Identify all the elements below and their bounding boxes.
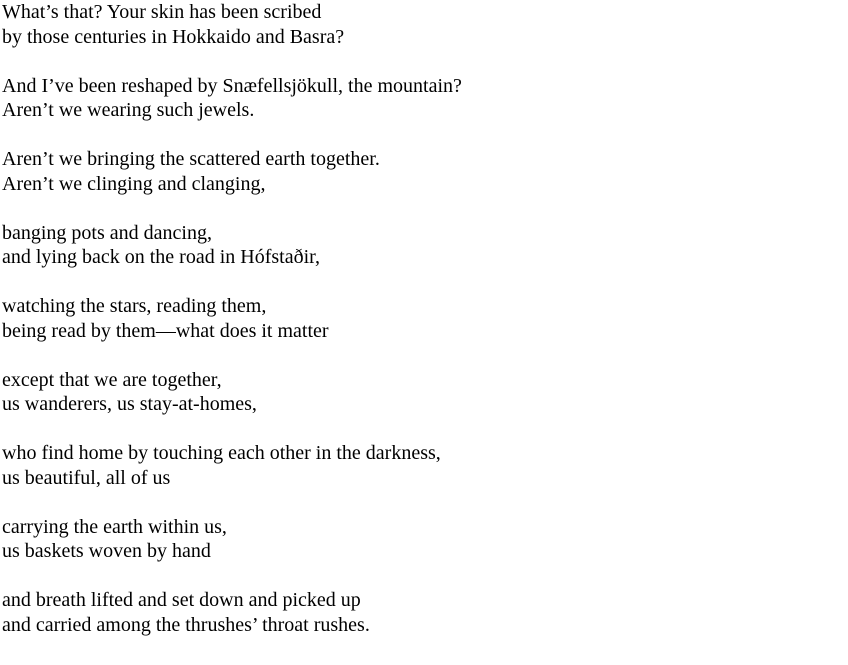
stanza-1 xyxy=(2,0,462,49)
stanza-8 xyxy=(2,515,462,564)
poem-line: us wanderers, us stay-at-homes, xyxy=(2,393,257,415)
stanza-5 xyxy=(2,294,462,343)
stanza-7 xyxy=(2,441,462,490)
poem-line: who find home by touching each other in the darkness, xyxy=(2,442,441,464)
stanza-6 xyxy=(2,368,462,417)
poem-line: banging pots and dancing, xyxy=(2,221,212,244)
poem-line: Aren’t we clinging and clanging, xyxy=(2,172,266,195)
poem-line: What’s that? Your skin has been scribed xyxy=(2,1,322,23)
poem-line: and carried among the thrushes’ throat rushes. xyxy=(2,613,370,636)
poem-line: being read by them—what does it matter xyxy=(2,319,329,342)
poem-line: And I’ve been reshaped by Snæfellsjökull, the mountain? xyxy=(2,74,462,97)
stanza-9 xyxy=(2,588,462,637)
poem-line: Aren’t we wearing such jewels. xyxy=(2,99,255,121)
poem-text xyxy=(2,0,462,637)
poem-line: watching the stars, reading them, xyxy=(2,295,267,317)
poem-line: carrying the earth within us, xyxy=(2,515,227,538)
poem-line: us baskets woven by hand xyxy=(2,540,211,562)
stanza-2 xyxy=(2,74,462,123)
poem-line: and breath lifted and set down and picked up xyxy=(2,589,361,611)
stanza-4 xyxy=(2,221,462,270)
poem-line: Aren’t we bringing the scattered earth together. xyxy=(2,148,380,170)
poem-line: except that we are together, xyxy=(2,368,222,391)
poem-line: by those centuries in Hokkaido and Basra? xyxy=(2,25,345,48)
poem-line: and lying back on the road in Hófstaðir, xyxy=(2,246,321,268)
stanza-3 xyxy=(2,147,462,196)
poem-line: us beautiful, all of us xyxy=(2,466,171,489)
